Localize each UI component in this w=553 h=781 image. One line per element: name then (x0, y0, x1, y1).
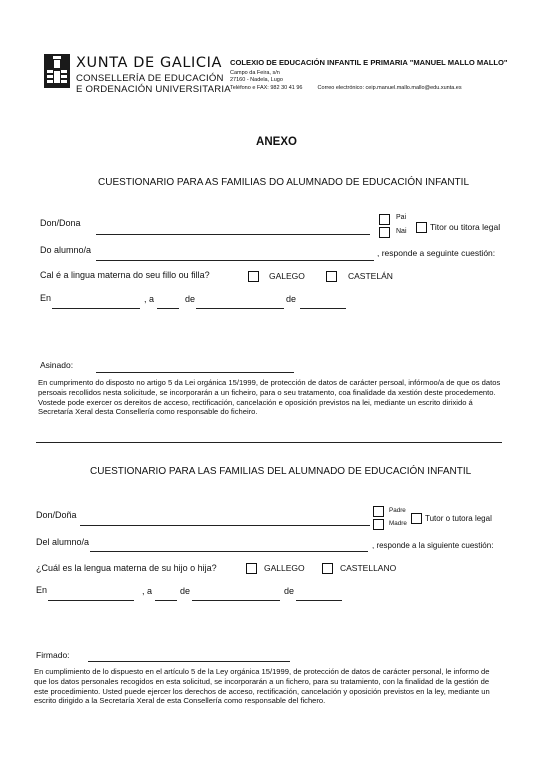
place-label-es: En (36, 585, 48, 595)
galician-label-gl: GALEGO (269, 271, 305, 281)
department-line-1: CONSELLERÍA DE EDUCACIÓN (76, 73, 224, 84)
year-sep-gl: de (286, 294, 297, 304)
student-field-es[interactable] (90, 551, 368, 552)
month-field-gl[interactable] (196, 308, 284, 309)
castilian-label-gl: CASTELÁN (348, 271, 393, 281)
student-label-gl: Do alumno/a (40, 245, 92, 255)
mother-label-gl: Nai (396, 228, 407, 235)
month-field-es[interactable] (192, 600, 280, 601)
section-divider (36, 442, 502, 443)
guardian-label-es: Tutor o tutora legal (425, 514, 492, 523)
form-heading-gl: CUESTIONARIO PARA AS FAMILIAS DO ALUMNADO DE EDUCACIÓN INFANTIL (98, 177, 470, 188)
guardian-label-gl: Titor ou titora legal (430, 222, 501, 232)
name-label-es: Don/Doña (36, 510, 77, 520)
mother-checkbox-es[interactable] (373, 519, 384, 530)
place-field-es[interactable] (48, 600, 134, 601)
month-sep-es: de (180, 586, 191, 596)
place-label-gl: En (40, 293, 52, 303)
name-field-gl[interactable] (96, 234, 370, 235)
father-checkbox-es[interactable] (373, 506, 384, 517)
mother-checkbox-gl[interactable] (379, 227, 390, 238)
address-line-1: Campo da Feira, s/n (230, 70, 280, 76)
day-field-es[interactable] (155, 600, 177, 601)
legal-notice-es: En cumplimiento de lo dispuesto en el artículo 5 de la Ley orgánica 15/1999, de protección de datos de carácter personal, le informo de que los datos personales recogidos en esta solicitud, se incorporarán a un fichero, para su tratamiento, con la finalidad de la gestión de este procedimiento. Usted puede ejercer los derechos de acceso, rectificación, cancelación y oposición previstos en la ley, mediante un escrito dirigido a la Secretaría Xeral de esta Consellería como responsable del fichero. (34, 667, 490, 706)
department-line-2: E ORDENACIÓN UNIVERSITARIA (76, 84, 231, 95)
galician-checkbox-es[interactable] (246, 563, 257, 574)
form-heading-es: CUESTIONARIO PARA LAS FAMILIAS DEL ALUMNADO DE EDUCACIÓN INFANTIL (90, 466, 472, 477)
org-name: XUNTA DE GALICIA (76, 55, 223, 71)
school-name: COLEXIO DE EDUCACIÓN INFANTIL E PRIMARIA "MANUEL MALLO MALLO" (230, 58, 508, 67)
address-line-2: 27160 - Nadela, Lugo (230, 77, 283, 84)
castilian-label-es: CASTELLANO (340, 563, 397, 573)
father-checkbox-gl[interactable] (379, 214, 390, 225)
signature-field-gl[interactable] (96, 372, 294, 373)
signed-label-es: Firmado: (36, 650, 70, 660)
signed-label-gl: Asinado: (40, 360, 74, 370)
question-es: ¿Cuál es la lengua materna de su hijo o hija? (36, 563, 217, 573)
xunta-emblem-icon (44, 54, 70, 88)
contact-line (230, 85, 462, 92)
month-sep-gl: de (185, 294, 196, 304)
castilian-checkbox-es[interactable] (322, 563, 333, 574)
galician-label-es: GALLEGO (264, 563, 305, 573)
name-field-es[interactable] (80, 525, 370, 526)
day-field-gl[interactable] (157, 308, 179, 309)
guardian-checkbox-es[interactable] (411, 513, 422, 524)
student-label-es: Del alumno/a (36, 537, 90, 547)
student-field-gl[interactable] (96, 260, 374, 261)
day-sep-gl: , a (144, 294, 155, 304)
department-name (76, 73, 231, 95)
castilian-checkbox-gl[interactable] (326, 271, 337, 282)
place-field-gl[interactable] (52, 308, 140, 309)
year-field-es[interactable] (296, 600, 342, 601)
question-gl: Cal é a lingua materna do seu fillo ou filla? (40, 270, 210, 280)
mother-label-es: Madre (389, 520, 407, 527)
student-suffix-gl: , responde a seguinte cuestión: (377, 248, 496, 258)
signature-field-es[interactable] (88, 661, 290, 662)
name-label-gl: Don/Dona (40, 218, 81, 228)
day-sep-es: , a (142, 586, 153, 596)
galician-checkbox-gl[interactable] (248, 271, 259, 282)
school-address (230, 70, 462, 92)
guardian-checkbox-gl[interactable] (416, 222, 427, 233)
legal-notice-gl: En cumprimento do disposto no artigo 5 da Lei orgánica 15/1999, de protección de datos de carácter persoal, infórmoo/a de que os datos persoais recollidos nesta solicitude, se incorporarán a un ficheiro, para o seu tratamento, coa finalidade da xestión deste procedemento. Vostede pode exercer os dereitos de acceso, rectificación, cancelación e oposición previstos na lei, mediante un escrito dirixido á Secretaría Xeral desta Consellería como responsable do ficheiro. (38, 378, 501, 417)
page-title: ANEXO (256, 136, 297, 148)
email: Correo electrónico: ceip.manuel.mallo.mallo@edu.xunta.es (317, 84, 462, 91)
phone: Teléfono e FAX: 982 30 41 96 (230, 84, 303, 91)
father-label-gl: Pai (396, 214, 407, 221)
year-field-gl[interactable] (300, 308, 346, 309)
year-sep-es: de (284, 586, 295, 596)
student-suffix-es: , responde a la siguiente cuestión: (372, 541, 494, 550)
father-label-es: Padre (389, 507, 406, 514)
